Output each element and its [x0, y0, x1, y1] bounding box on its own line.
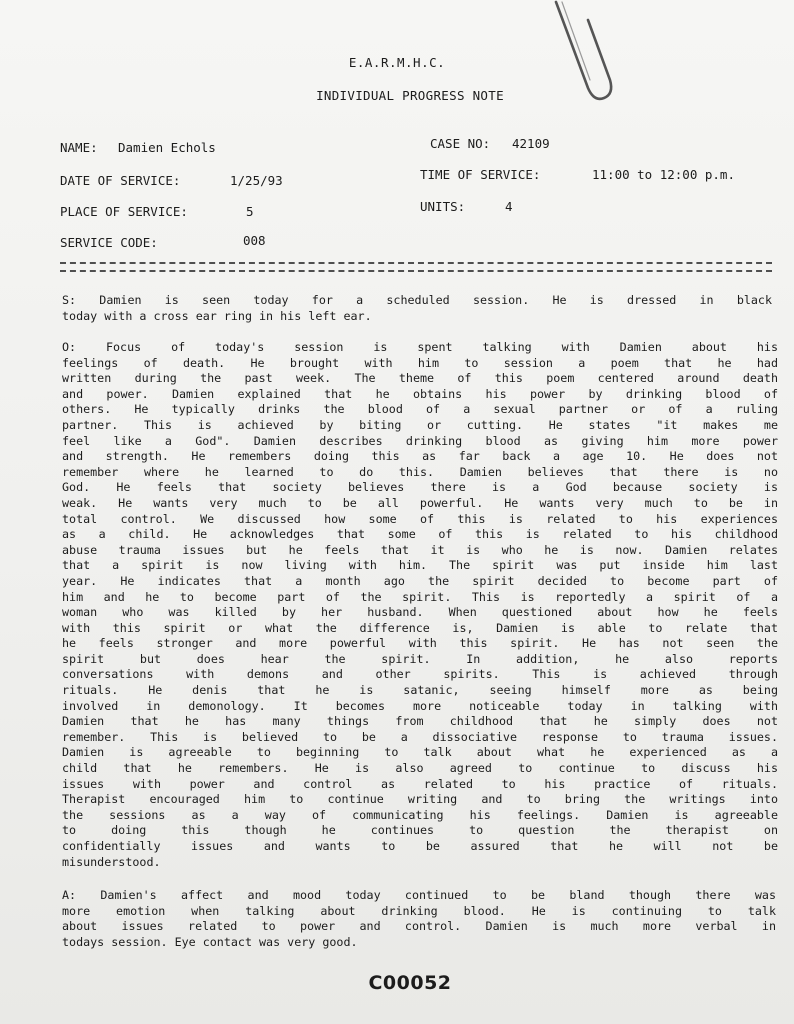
text-line: and power. Damien explained that he obtains his power by drinking blood of [62, 386, 778, 401]
text-line: him and he to become part of the spirit. This is reportedly a spirit of a [62, 589, 778, 604]
text-line: others. He typically drinks the blood of a sexual partner or of a ruling [62, 402, 778, 417]
text-line: todays session. Eye contact was very good. [62, 934, 358, 949]
text-line: as a child. He acknowledges that some of this is related to his childhood [62, 527, 778, 542]
name-label: NAME: [60, 140, 98, 155]
text-line: Therapist encouraged him to continue writing and to bring the writings into [62, 792, 778, 807]
subjective-section [62, 293, 772, 324]
text-line: abuse trauma issues but he feels that it is who he is now. Damien relates [62, 542, 778, 557]
text-line: feelings of death. He brought with him to session a poem that he had [62, 355, 778, 370]
text-line: remember where he learned to do this. Damien believes that there is no [62, 464, 778, 479]
text-line: O: Focus of today's session is spent talking with Damien about his [62, 340, 778, 354]
service-code-label: SERVICE CODE: [60, 235, 158, 250]
text-line: today with a cross ear ring in his left ear. [62, 308, 372, 323]
text-line: God. He feels that society believes there is a God because society is [62, 480, 778, 495]
text-line: remember. This is believed to be a dissociative response to trauma issues. [62, 729, 778, 744]
text-line: misunderstood. [62, 854, 161, 869]
text-line: child that he remembers. He is also agreed to continue to discuss his [62, 761, 778, 776]
text-line: issues with power and control as related to his practice of rituals. [62, 776, 778, 791]
organization-name: E.A.R.M.H.C. [348, 55, 446, 70]
text-line: weak. He wants very much to be all powerful. He wants very much to be in [62, 495, 778, 510]
text-line: more emotion when talking about drinking blood. He is continuing to talk [62, 903, 776, 918]
text-line: rituals. He denis that he is satanic, seeing himself more as being [62, 683, 778, 698]
case-no-value: 42109 [512, 136, 550, 151]
text-line: and strength. He remembers doing this as far back a age 10. He does not [62, 449, 778, 464]
text-line: that a spirit is now living with him. The spirit was put inside him last [62, 558, 778, 573]
time-of-service-label: TIME OF SERVICE: [420, 167, 541, 182]
objective-section [62, 340, 778, 870]
text-line: to doing this though he continues to question the therapist on [62, 823, 778, 838]
text-line: Damien that he has many things from childhood that he simply does not [62, 714, 778, 729]
text-line: woman who was killed by her husband. When questioned about how he feels [62, 605, 778, 620]
place-of-service-value: 5 [246, 204, 254, 219]
document-title: INDIVIDUAL PROGRESS NOTE [316, 88, 504, 103]
assessment-section [62, 888, 776, 950]
text-line: involved in demonology. It becomes more noticeable today in talking with [62, 698, 778, 713]
text-line: spirit but does hear the spirit. In addition, he also reports [62, 651, 778, 666]
text-line: written during the past week. The theme of this poem centered around death [62, 371, 778, 386]
text-line: partner. This is achieved by biting or cutting. He states "it makes me [62, 417, 778, 432]
text-line: feel like a God". Damien describes drinking blood as giving him more power [62, 433, 778, 448]
text-line: confidentially issues and wants to be assured that he will not be [62, 839, 778, 853]
bates-number: C00052 [368, 972, 452, 994]
place-of-service-label: PLACE OF SERVICE: [60, 204, 188, 219]
text-line: about issues related to power and control. Damien is much more verbal in [62, 919, 776, 934]
text-line: A: Damien's affect and mood today continued to be bland though there was [62, 888, 776, 902]
units-label: UNITS: [420, 199, 466, 214]
date-of-service-label: DATE OF SERVICE: [60, 173, 181, 188]
text-line: the sessions as a way of communicating his feelings. Damien is agreeable [62, 807, 778, 822]
text-line: he feels stronger and more powerful with this spirit. He has not seen the [62, 636, 778, 651]
text-line: year. He indicates that a month ago the spirit decided to become part of [62, 573, 778, 588]
date-of-service-value: 1/25/93 [230, 173, 283, 188]
text-line: total control. We discussed how some of this is related to his experiences [62, 511, 778, 526]
service-code-value: 008 [243, 233, 266, 248]
time-of-service-value: 11:00 to 12:00 p.m. [592, 167, 735, 182]
text-line: with this spirit or what the difference is, Damien is able to relate that [62, 620, 778, 635]
name-value: Damien Echols [118, 140, 216, 155]
section-divider [60, 262, 772, 272]
text-line: S: Damien is seen today for a scheduled session. He is dressed in black [62, 293, 772, 307]
text-line: conversations with demons and other spirits. This is achieved through [62, 667, 778, 682]
case-no-label: CASE NO: [430, 136, 491, 151]
text-line: Damien is agreeable to beginning to talk about what he experienced as a [62, 745, 778, 760]
units-value: 4 [505, 199, 513, 214]
